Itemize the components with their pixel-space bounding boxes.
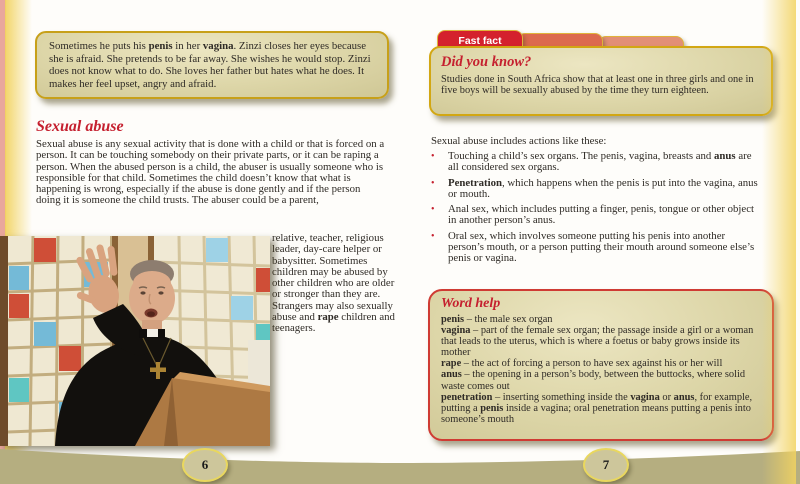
actions-intro: Sexual abuse includes actions like these: [431,135,607,147]
did-you-know-heading: Did you know? [441,54,532,70]
list-item [431,231,763,265]
list-item-text: Touching a child’s sex organs. The penis, vagina, breasts and anus are all considered sex organs. [448,150,752,174]
word-help-entry: penetration – inserting something inside the vagina or anus, for example, putting a penis inside a vagina; oral penetration means putting a penis into someone’s mouth [441,391,753,425]
list-item [431,178,763,201]
word-help-entry: penis – the male sex organ [441,314,553,325]
fast-fact-tab-label: Fast fact [458,34,502,47]
list-item-text: Anal sex, which includes putting a finger, penis, tongue or other object in another person’s anus. [448,203,755,227]
word-help-entry: vagina – part of the female sex organ; the passage inside a girl or a woman that leads to the uterus, which is where a foetus or baby grows inside its mother [441,325,754,359]
list-item [431,151,763,174]
body-paragraph-text: Sexual abuse is any sexual activity that is done with a child or that is forced on a person. It can be touching somebody on their private parts, or it can be raping a person. When the abused person is a child, the abuser is usually someone who is responsible for that child. Sometimes the child doesn’t know that what is happening is wrong, especially if the abuse is done gently and if the person doing it is someone the child trusts. The abuser could be a parent, [36,138,385,207]
priest-photo-illustration [0,236,270,446]
did-you-know-box [429,46,773,116]
page-number: 6 [201,457,209,472]
list-item-text: Penetration, which happens when the penis is put into the vagina, anus or mouth. [448,176,758,200]
body-paragraph [36,139,386,207]
section-heading: Sexual abuse [36,118,124,135]
word-help-box [428,289,774,441]
bullet-icon: • [431,177,435,189]
priest-photo [0,236,270,446]
bullet-icon: • [431,151,435,162]
bullet-icon: • [431,230,435,242]
page-number-badge-right [583,448,629,482]
word-help-heading: Word help [441,296,501,311]
body-wrap-text: relative, teacher, religious leader, day-care helper or babysitter. Sometimes children may be abused by other children who are older or stronger than they are. Strangers may also sexually abuse and rape children and teenagers. [272,232,395,334]
page-number-badge-left [182,448,228,482]
bullet-icon: • [431,204,435,216]
page-number: 7 [602,457,610,472]
word-help-entry: rape – the act of forcing a person to have sex against his or her will [441,358,723,370]
story-text: Sometimes he puts his penis in her vagina. Zinzi closes her eyes because she is afraid. She pretends to be far away. She wishes he would stop. Zinzi does not know what to do. She loves her father but hates what he does. It makes her feel upset, angry and afraid. [49,40,371,90]
story-box [35,31,389,99]
bottom-band [0,444,800,484]
did-you-know-text: Studies done in South Africa show that at least one in three girls and one in five boys will be sexually abused by the time they turn eighteen. [441,74,754,97]
list-item [431,204,763,227]
list-item-text: Oral sex, which involves someone putting his penis into another person’s mouth, or a person putting their mouth around someone else’s penis or vagina. [448,229,755,265]
body-paragraph-wrap-column [272,233,400,334]
abuse-actions-list [431,151,763,269]
word-help-entry: anus – the opening in a person’s body, between the buttocks, where solid waste comes out [441,369,746,392]
